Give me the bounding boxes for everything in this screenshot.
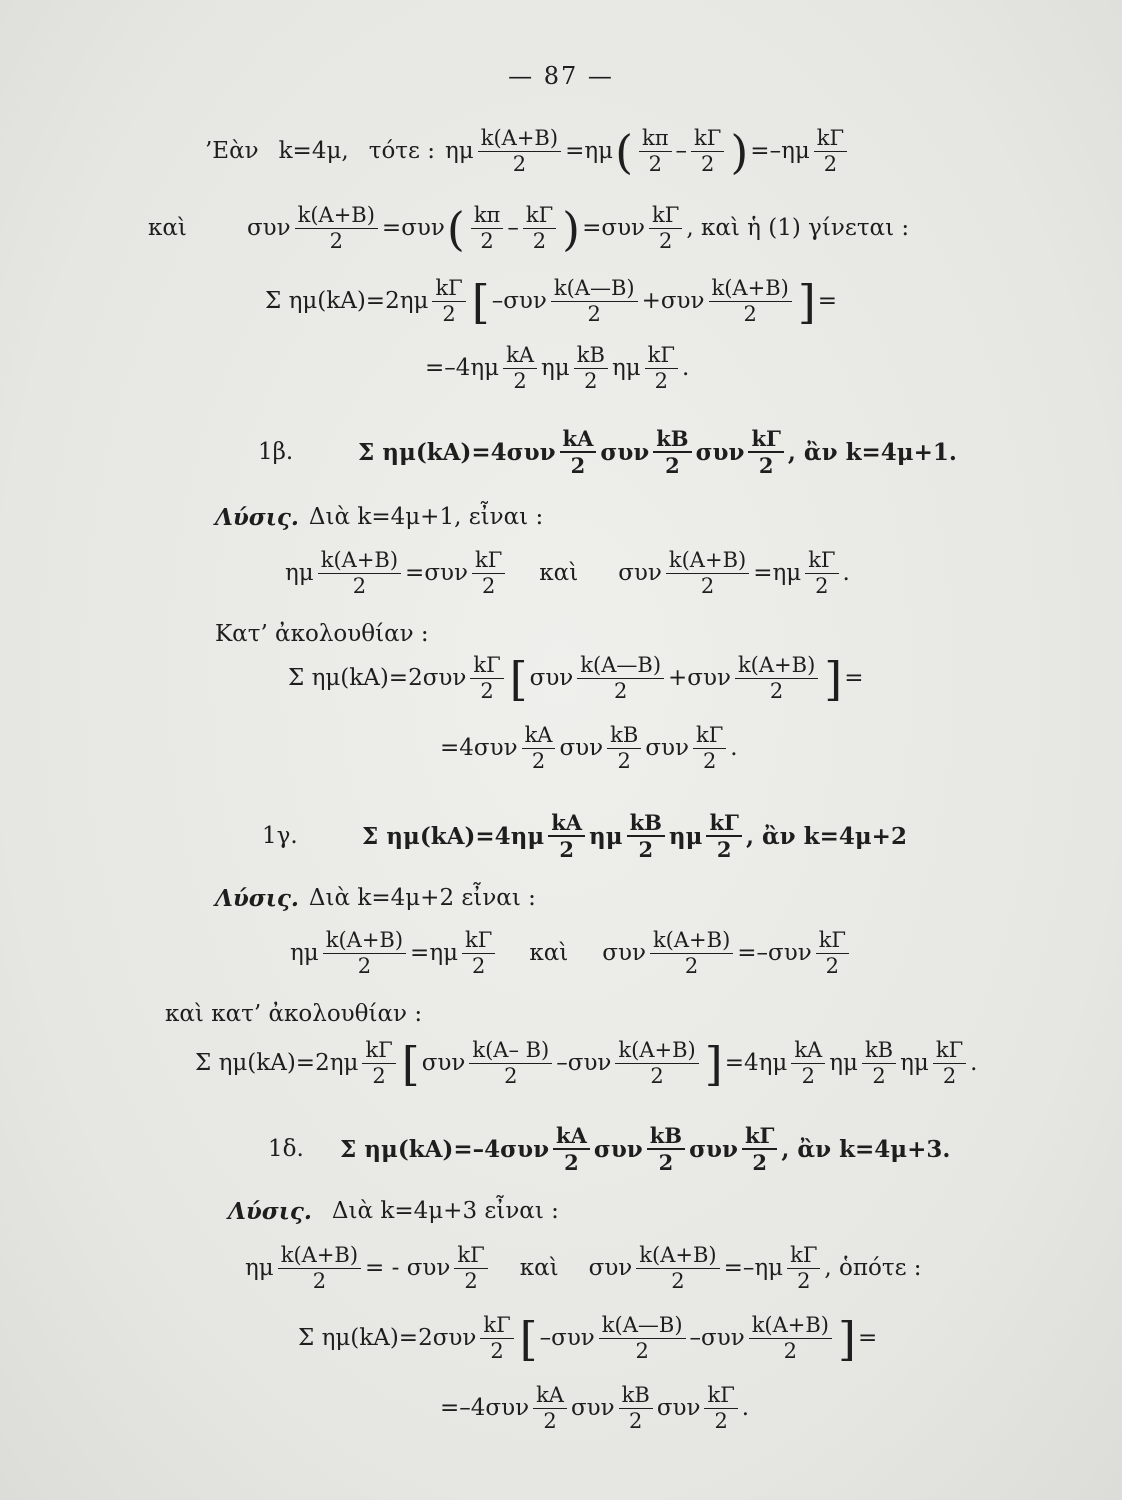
lysis-1 — [215, 506, 543, 529]
lysis-text: Διὰ k=4μ+1, εἶναι : — [308, 504, 544, 530]
line-2 — [148, 201, 910, 256]
paren-close: ) — [730, 124, 749, 179]
fraction: $\frac{k\Gamma}{2}$ — [649, 205, 682, 252]
fraction: $\frac{k(A+B)}{2}$ — [735, 655, 818, 702]
fraction: $\frac{k(A+B)}{2}$ — [636, 1245, 719, 1292]
text-eq-mhm: =–ημ — [723, 1255, 784, 1281]
bracket-close: ] — [824, 651, 843, 706]
text-kai: καὶ — [148, 215, 187, 241]
paren-open: ( — [615, 124, 634, 179]
text-eq-msyn: =–συν — [737, 940, 812, 966]
fraction: $\frac{k\Gamma}{2}$ — [704, 1385, 737, 1432]
fraction: $\frac{kB}{2}$ — [619, 1385, 653, 1432]
line-1b-b — [288, 651, 864, 706]
line-1b-a: ημ $\frac{k(A+B)}{2}$ =συν $\frac{k\Gamma}{2}$ καὶ συν $\frac{k(A+B)}{2}$ =ημ $\frac{k\Gamma}{2}$ . — [285, 548, 850, 598]
kat2-line — [165, 1003, 422, 1026]
text-eq: = — [844, 665, 864, 691]
bracket-close: ] — [704, 1036, 723, 1091]
bracket-open: [ — [471, 274, 490, 329]
fraction: $\frac{k\Gamma}{2}$ — [462, 930, 495, 977]
fraction: $\frac{k\Gamma}{2}$ — [470, 655, 503, 702]
fraction: $\frac{k(A- B)}{2}$ — [469, 1040, 552, 1087]
text-plus-syn: +συν — [668, 665, 731, 691]
paren-close: ) — [562, 201, 581, 256]
page-number: — 87 — — [508, 62, 614, 90]
text-syn: συν — [602, 940, 646, 966]
lysis-text: Διὰ k=4μ+2 εἶναι : — [308, 885, 536, 911]
label-1b: 1β. — [258, 438, 294, 465]
text-eq4: =4ημ — [724, 1050, 788, 1076]
fraction: $\frac{kB}{2}$ — [574, 345, 608, 392]
text-hm: ημ — [445, 138, 474, 164]
text-lhs: Σ ημ(kA)=2ημ — [195, 1050, 359, 1076]
text-syn: συν — [246, 215, 291, 241]
text-syn: συν — [559, 735, 604, 761]
text-lhs: Σ ημ(kA)=4συν — [358, 438, 556, 466]
lysis-2 — [215, 887, 536, 910]
paren-open: ( — [446, 201, 465, 256]
line-1g-a — [290, 930, 853, 977]
line-1d-b — [298, 1311, 878, 1366]
text-eq-minus-hm: =–ημ — [750, 138, 810, 164]
text-msyn: –συν — [689, 1325, 745, 1351]
fraction: $\frac{k(A—B)}{2}$ — [599, 1315, 686, 1362]
fraction: $\frac{kA}{2}$ — [560, 428, 597, 476]
fraction: $\frac{kA}{2}$ — [791, 1040, 825, 1087]
text-kai: καὶ — [539, 560, 579, 586]
intro-line — [205, 124, 851, 179]
bracket-open: [ — [401, 1036, 420, 1091]
fraction: $\frac{k\Gamma}{2}$ — [787, 1245, 820, 1292]
text-cond: , ἂν k=4μ+2 — [745, 822, 907, 850]
text-lhs: Σ ημ(kA)=4ημ — [362, 822, 545, 850]
text-minus-syn: –συν — [491, 288, 547, 314]
line-1g-b: Σ ημ(kA)=2ημ $\frac{k\Gamma}{2}$ [ συν $\frac{k(A- B)}{2}$ –συν $\frac{k(A+B)}{2}$ ] =4ημ $\frac{kA}{2}$ ημ $\frac{kB}{2}$ ημ $\frac{k\Gamma}{2}$ . — [195, 1036, 978, 1091]
fraction: $\frac{k\Gamma}{2}$ — [748, 428, 783, 476]
text-syn: συν — [645, 735, 689, 761]
text-lead: =4συν — [440, 735, 518, 761]
fraction: $\frac{kB}{2}$ — [607, 725, 641, 772]
statement-1d — [268, 1125, 950, 1173]
line-1d-c: =–4συν $\frac{kA}{2}$ συν $\frac{kB}{2}$ συν $\frac{k\Gamma}{2}$ . — [440, 1383, 750, 1433]
text-hm: ημ — [900, 1050, 929, 1076]
text-msyn: –συν — [539, 1325, 595, 1351]
statement-1b — [258, 428, 957, 476]
text-minus: – — [507, 215, 519, 241]
fraction: $\frac{k(A+B)}{2}$ — [650, 930, 733, 977]
fraction: $\frac{kA}{2}$ — [533, 1385, 567, 1432]
label-1d: 1δ. — [268, 1135, 304, 1162]
text-eq: = — [857, 1325, 878, 1351]
text-minus: – — [675, 138, 688, 164]
fraction: $\frac{k\Gamma}{2}$ — [814, 128, 847, 175]
text-lhs: Σ ημ(kA)=2συν — [298, 1325, 477, 1351]
fraction: $\frac{k\Gamma}{2}$ — [706, 812, 741, 860]
text-hm: ημ — [290, 940, 319, 966]
fraction: $\frac{k\Gamma}{2}$ — [432, 278, 465, 325]
statement-1g — [262, 812, 907, 860]
text-eq-syn: =συν — [582, 215, 646, 241]
text-syn: συν — [570, 1395, 615, 1421]
fraction: $\frac{k\Gamma}{2}$ — [362, 1040, 395, 1087]
fraction: $\frac{k\Gamma}{2}$ — [691, 128, 724, 175]
text-eq: = — [817, 288, 838, 314]
text-hm: ημ — [611, 355, 641, 381]
text-hm: ημ — [829, 1050, 858, 1076]
text-syn: συν — [618, 560, 662, 586]
text-eq-msyn: = - συν — [365, 1255, 451, 1281]
text-plus-syn: +συν — [641, 288, 705, 314]
text-minus-syn: –συν — [556, 1050, 612, 1076]
fraction: $\frac{k(A—B)}{2}$ — [577, 655, 664, 702]
fraction: $\frac{k\Gamma}{2}$ — [454, 1245, 487, 1292]
kat-line — [215, 623, 429, 646]
line-1d-a — [245, 1245, 922, 1292]
text-syn: συν — [421, 1050, 466, 1076]
text-hm: ημ — [245, 1255, 274, 1281]
fraction: $\frac{k(A+B)}{2}$ — [615, 1040, 698, 1087]
text-syn: συν — [600, 438, 650, 466]
text-tote: τότε : — [368, 138, 436, 164]
text-syn: συν — [529, 665, 574, 691]
fraction: $\frac{k(A+B)}{2}$ — [323, 930, 406, 977]
text-syn: συν — [588, 1255, 633, 1281]
fraction: $\frac{k(A+B)}{2}$ — [278, 1245, 361, 1292]
fraction: $\frac{kA}{2}$ — [522, 725, 556, 772]
text-lhs: Σ ημ(kA)=2συν — [288, 665, 467, 691]
text-syn: συν — [695, 438, 745, 466]
bracket-open: [ — [509, 651, 528, 706]
bracket-close: ] — [797, 274, 816, 329]
fraction: $\frac{k\Gamma}{2}$ — [816, 930, 849, 977]
fraction: $\frac{kA}{2}$ — [503, 345, 537, 392]
fraction: $\frac{k(A+B)}{2}$ — [709, 278, 792, 325]
fraction: $\frac{k(A+B)}{2}$ — [478, 128, 561, 175]
text-ean: ’Εὰν — [205, 138, 259, 164]
text-hm: ημ — [668, 822, 703, 850]
text-opote: , ὁπότε : — [824, 1255, 922, 1281]
text-eq-hm: =ημ — [410, 940, 459, 966]
kat-text: Κατ’ ἀκολουθίαν : — [215, 621, 429, 647]
lysis-title: Λύσις. — [215, 504, 299, 531]
fraction: $\frac{k(A+B)}{2}$ — [749, 1315, 832, 1362]
fraction: $\frac{kB}{2}$ — [653, 428, 691, 476]
fraction: $\frac{k\Gamma}{2}$ — [742, 1125, 777, 1173]
fraction: $\frac{k\pi}{2}$ — [471, 205, 504, 252]
fraction: $\frac{kB}{2}$ — [627, 812, 665, 860]
fraction: $\frac{kB}{2}$ — [647, 1125, 685, 1173]
fraction: $\frac{kA}{2}$ — [553, 1125, 590, 1173]
fraction: $\frac{k\Gamma}{2}$ — [805, 550, 838, 597]
text-cond: , ἂν k=4μ+1. — [787, 438, 957, 466]
text-hm: ημ — [589, 822, 623, 850]
lysis-text: Διὰ k=4μ+3 εἶναι : — [331, 1198, 559, 1224]
fraction: $\frac{k(A+B)}{2}$ — [295, 205, 378, 252]
text-syn: συν — [656, 1395, 701, 1421]
text-eq-syn: =συν — [405, 560, 468, 586]
text-lhs: Σ ημ(kA)=–4συν — [340, 1135, 550, 1163]
bracket-close: ] — [838, 1311, 856, 1366]
fraction: $\frac{k(A—B)}{2}$ — [551, 278, 638, 325]
text-sigma: Σ ημ(kA)=2ημ — [265, 288, 429, 314]
text-kai: καὶ — [519, 1255, 559, 1281]
fraction: $\frac{k\Gamma}{2}$ — [480, 1315, 513, 1362]
fraction: $\frac{k(A+B)}{2}$ — [666, 550, 749, 597]
text-kai: καὶ — [529, 940, 569, 966]
text-cond: k=4μ, — [278, 138, 349, 164]
fraction: $\frac{k\Gamma}{2}$ — [523, 205, 556, 252]
text-syn: συν — [689, 1135, 738, 1163]
kat2-text: καὶ κατ’ ἀκολουθίαν : — [165, 1001, 423, 1027]
text-syn: συν — [593, 1135, 643, 1163]
fraction: $\frac{kA}{2}$ — [548, 812, 585, 860]
fraction: $\frac{kB}{2}$ — [862, 1040, 896, 1087]
text-eq-hm: =ημ — [565, 138, 614, 164]
fraction: $\frac{k\Gamma}{2}$ — [933, 1040, 966, 1087]
fraction: $\frac{k\pi}{2}$ — [639, 128, 672, 175]
lysis-title: Λύσις. — [215, 885, 299, 912]
line-4: =–4ημ $\frac{kA}{2}$ ημ $\frac{kB}{2}$ ημ $\frac{k\Gamma}{2}$ . — [425, 343, 690, 393]
text-tail: , καὶ ἡ (1) γίνεται : — [686, 215, 910, 241]
text-hm: ημ — [541, 355, 570, 381]
text-cond: , ἂν k=4μ+3. — [781, 1135, 951, 1163]
fraction: $\frac{k(A+B)}{2}$ — [318, 550, 401, 597]
text-lead: =–4συν — [440, 1395, 530, 1421]
text-eq-syn: =συν — [381, 215, 445, 241]
text-hm: ημ — [285, 560, 314, 586]
bracket-open: [ — [519, 1311, 538, 1366]
fraction: $\frac{k\Gamma}{2}$ — [693, 725, 726, 772]
text-eq-hm: =ημ — [753, 560, 802, 586]
fraction: $\frac{k\Gamma}{2}$ — [472, 550, 505, 597]
line-1b-c: =4συν $\frac{kA}{2}$ συν $\frac{kB}{2}$ συν $\frac{k\Gamma}{2}$ . — [440, 723, 738, 773]
line-3 — [265, 274, 838, 329]
text-lead: =–4ημ — [425, 355, 500, 381]
lysis-3 — [228, 1200, 559, 1223]
fraction: $\frac{k\Gamma}{2}$ — [645, 345, 678, 392]
label-1g: 1γ. — [262, 822, 298, 849]
lysis-title: Λύσις. — [228, 1198, 312, 1225]
